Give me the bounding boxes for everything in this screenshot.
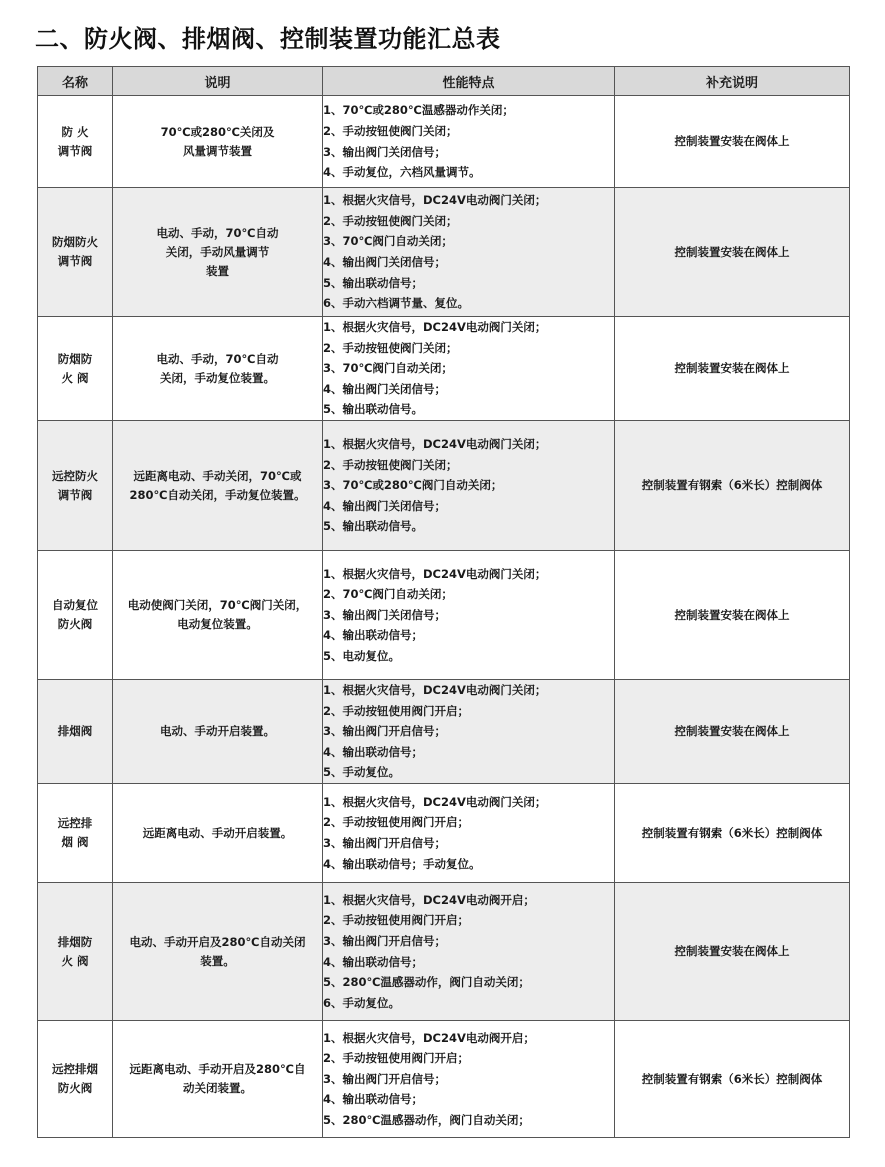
- feature-item: 3、输出阀门开启信号；: [323, 724, 447, 739]
- feature-item: 1、根据火灾信号，DC24V电动阀门关闭；: [323, 437, 547, 452]
- note-text: 控制装置有钢索（6米长）控制阀体: [641, 1071, 823, 1086]
- feature-item: 4、输出联动信号；: [323, 954, 424, 969]
- description-text: 电动、手动，70℃自动 关闭，手动复位装置。: [156, 351, 279, 385]
- note-cell: [615, 96, 850, 188]
- features-cell: [323, 188, 615, 317]
- feature-item: 4、输出阀门关闭信号；: [323, 381, 447, 396]
- header-features: 性能特点: [323, 67, 615, 96]
- feature-item: 1、根据火灾信号，DC24V电动阀门关闭；: [323, 794, 547, 809]
- table-body: [38, 96, 850, 1138]
- feature-item: 3、输出阀门关闭信号；: [323, 607, 447, 622]
- note-text: 控制装置安装在阀体上: [674, 607, 790, 622]
- table-row: [38, 421, 850, 551]
- feature-item: 2、手动按钮使用阀门开启；: [323, 913, 470, 928]
- feature-item: 2、手动按钮使阀门关闭；: [323, 457, 458, 472]
- description-cell: [113, 188, 323, 317]
- features-cell: [323, 1021, 615, 1138]
- feature-item: 4、手动复位，六档风量调节。: [323, 165, 481, 180]
- feature-item: 2、手动按钮使阀门关闭；: [323, 123, 458, 138]
- note-cell: [615, 188, 850, 317]
- note-text: 控制装置安装在阀体上: [674, 944, 790, 958]
- feature-item: 4、输出阀门关闭信号；: [323, 255, 447, 269]
- note-text: 控制装置安装在阀体上: [674, 724, 790, 738]
- header-note: 补充说明: [615, 67, 850, 96]
- valve-name: 排烟防 火 阀: [57, 934, 93, 968]
- feature-item: 3、输出阀门开启信号；: [323, 933, 447, 948]
- feature-item: 5、280℃温感器动作，阀门自动关闭；: [323, 975, 530, 990]
- feature-item: 1、根据火灾信号，DC24V电动阀开启；: [323, 1030, 535, 1045]
- valve-name-cell: [38, 1021, 113, 1138]
- valve-name: 防烟防火 调节阀: [52, 235, 98, 268]
- description-text: 70℃或280℃关闭及 风量调节装置: [160, 124, 275, 158]
- description-cell: [113, 1021, 323, 1138]
- description-cell: [113, 883, 323, 1021]
- valve-name: 远控排 烟 阀: [57, 816, 93, 849]
- features-cell: [323, 680, 615, 784]
- note-cell: [615, 421, 850, 551]
- description-cell: [113, 421, 323, 551]
- feature-item: 5、280℃温感器动作，阀门自动关闭；: [323, 1112, 530, 1127]
- description-text: 电动、手动开启及280℃自动关闭 装置。: [129, 934, 306, 968]
- feature-item: 4、输出阀门关闭信号；: [323, 498, 447, 513]
- description-text: 远距离电动、手动开启装置。: [142, 825, 293, 840]
- valve-name: 防 火 调节阀: [57, 124, 93, 158]
- note-text: 控制装置有钢索（6米长）控制阀体: [641, 825, 823, 840]
- feature-item: 3、70℃阀门自动关闭；: [323, 361, 453, 376]
- note-cell: [615, 680, 850, 784]
- description-cell: [113, 96, 323, 188]
- valve-name: 排烟阀: [57, 724, 93, 738]
- table-row: [38, 1021, 850, 1138]
- valve-name-cell: [38, 421, 113, 551]
- valve-name-cell: [38, 317, 113, 421]
- feature-item: 6、手动复位。: [323, 995, 401, 1010]
- table-row: [38, 317, 850, 421]
- feature-item: 3、输出阀门开启信号；: [323, 1071, 447, 1086]
- feature-item: 1、根据火灾信号，DC24V电动阀门关闭；: [323, 566, 547, 581]
- table-row: [38, 188, 850, 317]
- valve-name: 远控排烟 防火阀: [52, 1062, 98, 1095]
- feature-item: 1、根据火灾信号，DC24V电动阀门关闭；: [323, 683, 547, 698]
- note-text: 控制装置安装在阀体上: [674, 244, 790, 259]
- valve-name-cell: [38, 680, 113, 784]
- header-name: 名称: [38, 67, 113, 96]
- note-cell: [615, 784, 850, 883]
- feature-item: 2、手动按钮使用阀门开启；: [323, 1051, 470, 1066]
- feature-item: 5、手动复位。: [323, 765, 401, 780]
- feature-item: 2、手动按钮使用阀门开启；: [323, 703, 470, 718]
- feature-item: 1、根据火灾信号，DC24V电动阀门关闭；: [323, 193, 547, 208]
- feature-item: 2、70℃阀门自动关闭；: [323, 587, 453, 602]
- description-cell: [113, 680, 323, 784]
- valve-name-cell: [38, 96, 113, 188]
- valve-name-cell: [38, 883, 113, 1021]
- description-text: 电动、手动，70℃自动 关闭，手动风量调节 装置: [156, 225, 279, 278]
- valve-name: 远控防火 调节阀: [52, 468, 98, 502]
- feature-item: 3、70℃或280℃阀门自动关闭；: [323, 478, 503, 493]
- features-cell: [323, 551, 615, 680]
- features-cell: [323, 784, 615, 883]
- feature-item: 1、根据火灾信号，DC24V电动阀门关闭；: [323, 320, 547, 335]
- function-summary-table: [37, 66, 850, 1138]
- description-text: 远距离电动、手动开启及280℃自 动关闭装置。: [129, 1062, 306, 1095]
- note-cell: [615, 551, 850, 680]
- valve-name-cell: [38, 784, 113, 883]
- feature-item: 2、手动按钮使阀门关闭；: [323, 340, 458, 355]
- table-row: [38, 551, 850, 680]
- feature-item: 5、输出联动信号。: [323, 402, 424, 417]
- note-text: 控制装置安装在阀体上: [674, 361, 790, 375]
- description-text: 远距离电动、手动关闭，70℃或 280℃自动关闭，手动复位装置。: [129, 468, 306, 502]
- table-row: [38, 680, 850, 784]
- feature-item: 5、输出联动信号。: [323, 519, 424, 534]
- feature-item: 4、输出联动信号；: [323, 1092, 424, 1107]
- valve-name: 自动复位 防火阀: [52, 598, 98, 631]
- features-cell: [323, 96, 615, 188]
- description-cell: [113, 551, 323, 680]
- description-text: 电动、手动开启装置。: [160, 724, 275, 738]
- features-cell: [323, 421, 615, 551]
- feature-item: 4、输出联动信号；手动复位。: [323, 856, 481, 871]
- valve-name-cell: [38, 551, 113, 680]
- features-cell: [323, 883, 615, 1021]
- features-cell: [323, 317, 615, 421]
- feature-item: 5、电动复位。: [323, 648, 401, 663]
- header-description: 说明: [113, 67, 323, 96]
- feature-item: 4、输出联动信号；: [323, 744, 424, 759]
- feature-item: 1、70℃或280℃温感器动作关闭；: [323, 103, 514, 118]
- feature-item: 4、输出联动信号；: [323, 628, 424, 643]
- note-cell: [615, 883, 850, 1021]
- feature-item: 3、70℃阀门自动关闭；: [323, 234, 453, 249]
- table-row: [38, 784, 850, 883]
- description-cell: [113, 784, 323, 883]
- valve-name-cell: [38, 188, 113, 317]
- feature-item: 1、根据火灾信号，DC24V电动阀开启；: [323, 892, 535, 907]
- feature-item: 5、输出联动信号；: [323, 275, 424, 290]
- page-title: 二、防火阀、排烟阀、控制装置功能汇总表: [35, 25, 501, 53]
- table-row: [38, 96, 850, 188]
- description-text: 电动使阀门关闭，70℃阀门关闭， 电动复位装置。: [127, 598, 308, 631]
- feature-item: 2、手动按钮使用阀门开启；: [323, 815, 470, 830]
- valve-name: 防烟防 火 阀: [57, 351, 93, 385]
- table-header-row: [38, 67, 850, 96]
- note-text: 控制装置有钢索（6米长）控制阀体: [641, 478, 823, 492]
- table-row: [38, 883, 850, 1021]
- feature-item: 3、输出阀门开启信号；: [323, 836, 447, 850]
- note-text: 控制装置安装在阀体上: [674, 134, 790, 148]
- feature-item: 2、手动按钮使阀门关闭；: [323, 213, 458, 228]
- feature-item: 3、输出阀门关闭信号；: [323, 144, 447, 159]
- note-cell: [615, 317, 850, 421]
- feature-item: 6、手动六档调节量、复位。: [323, 296, 470, 311]
- note-cell: [615, 1021, 850, 1138]
- description-cell: [113, 317, 323, 421]
